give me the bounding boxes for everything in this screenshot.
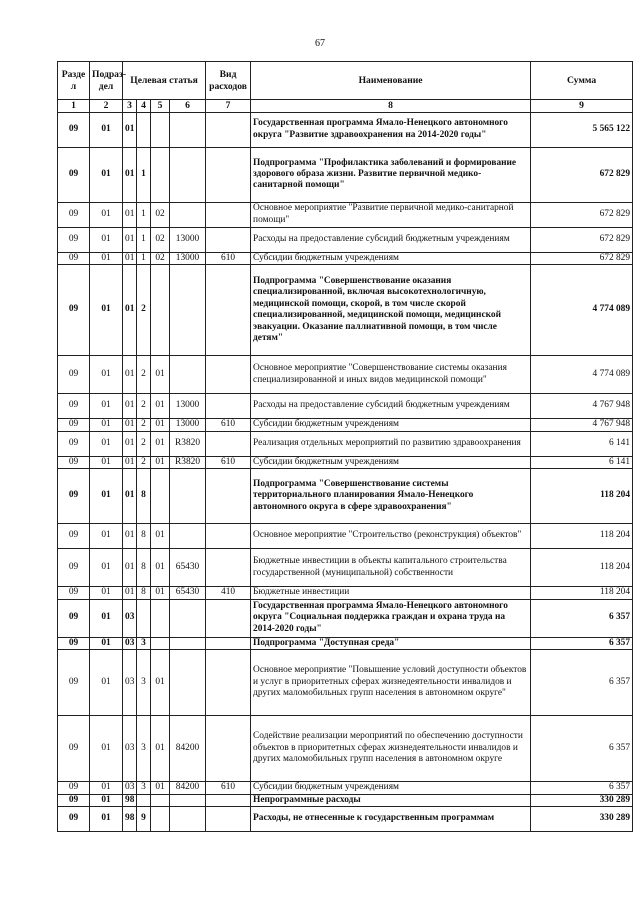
cell-podrazdel: 01 [90, 202, 123, 227]
header-tselevaya-statya: Целевая статья [123, 62, 206, 100]
cell-summa: 6 357 [531, 637, 633, 649]
cell-summa: 118 204 [531, 469, 633, 524]
cell-razdel: 09 [58, 419, 90, 431]
cell-tselevaya-1: 01 [123, 356, 137, 394]
table-row [58, 394, 633, 419]
cell-summa: 4 774 089 [531, 356, 633, 394]
cell-tselevaya-1: 01 [123, 252, 137, 264]
cell-razdel: 09 [58, 394, 90, 419]
cell-naimenovanie: Государственная программа Ямало-Ненецкого автономного округа "Социальная поддержка граждан и охрана труда на 2014-2020 годы" [251, 599, 531, 637]
cell-podrazdel: 01 [90, 252, 123, 264]
column-number: 2 [90, 100, 123, 113]
table-row [58, 431, 633, 456]
cell-podrazdel: 01 [90, 794, 123, 806]
table-row [58, 806, 633, 831]
cell-vid-raskhodov [206, 650, 251, 716]
cell-summa: 4 774 089 [531, 265, 633, 356]
cell-tselevaya-2: 8 [137, 587, 151, 599]
cell-tselevaya-2: 9 [137, 806, 151, 831]
cell-vid-raskhodov [206, 794, 251, 806]
cell-tselevaya-3: 02 [151, 227, 170, 252]
column-number-row [58, 100, 633, 113]
cell-tselevaya-3 [151, 147, 170, 202]
header-summa: Сумма [531, 62, 633, 100]
cell-tselevaya-3: 01 [151, 394, 170, 419]
column-number: 3 [123, 100, 137, 113]
cell-tselevaya-4 [170, 112, 206, 147]
cell-naimenovanie: Государственная программа Ямало-Ненецкого автономного округа "Развитие здравоохранения на 2014-2020 годы" [251, 112, 531, 147]
cell-razdel: 09 [58, 112, 90, 147]
cell-vid-raskhodov [206, 716, 251, 782]
column-number: 1 [58, 100, 90, 113]
cell-tselevaya-2: 3 [137, 650, 151, 716]
cell-naimenovanie: Субсидии бюджетным учреждениям [251, 252, 531, 264]
cell-tselevaya-4: 84200 [170, 716, 206, 782]
cell-tselevaya-3 [151, 469, 170, 524]
cell-summa: 672 829 [531, 202, 633, 227]
cell-tselevaya-2: 3 [137, 716, 151, 782]
cell-tselevaya-2 [137, 794, 151, 806]
cell-tselevaya-3: 01 [151, 524, 170, 549]
cell-tselevaya-2: 1 [137, 202, 151, 227]
cell-vid-raskhodov [206, 524, 251, 549]
cell-tselevaya-4: R3820 [170, 431, 206, 456]
cell-tselevaya-4 [170, 650, 206, 716]
cell-tselevaya-4: 13000 [170, 394, 206, 419]
column-number: 6 [170, 100, 206, 113]
cell-tselevaya-4 [170, 599, 206, 637]
table-row [58, 782, 633, 794]
cell-podrazdel: 01 [90, 265, 123, 356]
cell-tselevaya-2: 1 [137, 252, 151, 264]
table-row [58, 265, 633, 356]
cell-summa: 672 829 [531, 227, 633, 252]
cell-tselevaya-3: 02 [151, 252, 170, 264]
header-row [58, 62, 633, 100]
cell-naimenovanie: Содействие реализации мероприятий по обеспечению доступности объектов в приоритетных сферах жизнедеятельности инвалидов и других маломобильных групп населения в автономном округе [251, 716, 531, 782]
cell-razdel: 09 [58, 265, 90, 356]
table-row [58, 227, 633, 252]
cell-naimenovanie: Подпрограмма "Совершенствование оказания специализированной, включая высокотехнологичную, медицинской помощи, скорой, в том числе скорой специализированной, медицинской помощи, медицинской эвакуации. Оказание паллиативной помощи, в том числе детям" [251, 265, 531, 356]
header-naimenovanie: Наименование [251, 62, 531, 100]
cell-tselevaya-1: 01 [123, 394, 137, 419]
cell-tselevaya-4: 84200 [170, 782, 206, 794]
cell-naimenovanie: Расходы на предоставление субсидий бюджетным учреждениям [251, 394, 531, 419]
cell-tselevaya-4 [170, 524, 206, 549]
cell-tselevaya-1: 01 [123, 202, 137, 227]
cell-naimenovanie: Субсидии бюджетным учреждениям [251, 419, 531, 431]
cell-naimenovanie: Основное мероприятие "Строительство (реконструкция) объектов" [251, 524, 531, 549]
cell-tselevaya-4 [170, 147, 206, 202]
cell-tselevaya-3: 01 [151, 356, 170, 394]
cell-tselevaya-1: 03 [123, 716, 137, 782]
table-row [58, 147, 633, 202]
cell-tselevaya-1: 01 [123, 265, 137, 356]
table-row [58, 794, 633, 806]
cell-tselevaya-3 [151, 806, 170, 831]
cell-tselevaya-4 [170, 637, 206, 649]
cell-tselevaya-2: 1 [137, 147, 151, 202]
cell-podrazdel: 01 [90, 650, 123, 716]
cell-podrazdel: 01 [90, 394, 123, 419]
cell-podrazdel: 01 [90, 587, 123, 599]
cell-razdel: 09 [58, 637, 90, 649]
cell-podrazdel: 01 [90, 782, 123, 794]
cell-vid-raskhodov: 610 [206, 456, 251, 468]
cell-vid-raskhodov [206, 356, 251, 394]
cell-tselevaya-1: 01 [123, 112, 137, 147]
cell-tselevaya-4 [170, 469, 206, 524]
cell-tselevaya-4: 13000 [170, 227, 206, 252]
cell-tselevaya-3 [151, 112, 170, 147]
header-razdel: Разде л [58, 62, 90, 100]
cell-tselevaya-3: 01 [151, 549, 170, 587]
cell-tselevaya-3: 01 [151, 456, 170, 468]
cell-summa: 6 357 [531, 650, 633, 716]
cell-summa: 6 141 [531, 456, 633, 468]
page-number: 67 [315, 38, 325, 49]
cell-podrazdel: 01 [90, 549, 123, 587]
cell-naimenovanie: Основное мероприятие "Совершенствование системы оказания специализированной и иных видов медицинской помощи" [251, 356, 531, 394]
cell-tselevaya-2: 2 [137, 356, 151, 394]
cell-naimenovanie: Подпрограмма "Доступная среда" [251, 637, 531, 649]
cell-podrazdel: 01 [90, 431, 123, 456]
cell-vid-raskhodov: 410 [206, 587, 251, 599]
cell-summa: 118 204 [531, 549, 633, 587]
cell-razdel: 09 [58, 431, 90, 456]
cell-summa: 672 829 [531, 252, 633, 264]
cell-tselevaya-4 [170, 265, 206, 356]
cell-naimenovanie: Субсидии бюджетным учреждениям [251, 456, 531, 468]
cell-vid-raskhodov [206, 112, 251, 147]
cell-vid-raskhodov [206, 227, 251, 252]
cell-razdel: 09 [58, 147, 90, 202]
cell-podrazdel: 01 [90, 147, 123, 202]
cell-vid-raskhodov [206, 469, 251, 524]
cell-summa: 118 204 [531, 524, 633, 549]
cell-tselevaya-1: 01 [123, 419, 137, 431]
cell-tselevaya-3 [151, 599, 170, 637]
cell-tselevaya-1: 01 [123, 147, 137, 202]
cell-summa: 330 289 [531, 806, 633, 831]
cell-tselevaya-2: 8 [137, 469, 151, 524]
cell-tselevaya-3: 02 [151, 202, 170, 227]
cell-summa: 672 829 [531, 147, 633, 202]
cell-razdel: 09 [58, 794, 90, 806]
cell-naimenovanie: Непрограммные расходы [251, 794, 531, 806]
cell-podrazdel: 01 [90, 419, 123, 431]
cell-razdel: 09 [58, 227, 90, 252]
cell-tselevaya-4 [170, 356, 206, 394]
cell-vid-raskhodov [206, 806, 251, 831]
table-row [58, 469, 633, 524]
cell-podrazdel: 01 [90, 112, 123, 147]
cell-tselevaya-1: 01 [123, 524, 137, 549]
cell-vid-raskhodov [206, 637, 251, 649]
cell-podrazdel: 01 [90, 716, 123, 782]
cell-tselevaya-2: 8 [137, 549, 151, 587]
column-number: 5 [151, 100, 170, 113]
cell-tselevaya-3: 01 [151, 716, 170, 782]
cell-razdel: 09 [58, 252, 90, 264]
cell-vid-raskhodov: 610 [206, 419, 251, 431]
cell-tselevaya-3 [151, 637, 170, 649]
table-row [58, 202, 633, 227]
cell-tselevaya-3 [151, 265, 170, 356]
cell-tselevaya-1: 01 [123, 431, 137, 456]
cell-naimenovanie: Бюджетные инвестиции [251, 587, 531, 599]
cell-razdel: 09 [58, 782, 90, 794]
cell-summa: 6 357 [531, 716, 633, 782]
cell-vid-raskhodov [206, 265, 251, 356]
cell-tselevaya-4: 13000 [170, 252, 206, 264]
table-row [58, 356, 633, 394]
cell-vid-raskhodov [206, 147, 251, 202]
cell-summa: 4 767 948 [531, 394, 633, 419]
budget-table [57, 61, 633, 832]
cell-vid-raskhodov: 610 [206, 782, 251, 794]
cell-razdel: 09 [58, 524, 90, 549]
table-row [58, 587, 633, 599]
cell-tselevaya-3 [151, 794, 170, 806]
cell-tselevaya-3: 01 [151, 782, 170, 794]
cell-naimenovanie: Основное мероприятие "Развитие первичной медико-санитарной помощи" [251, 202, 531, 227]
cell-naimenovanie: Субсидии бюджетным учреждениям [251, 782, 531, 794]
cell-summa: 5 565 122 [531, 112, 633, 147]
cell-tselevaya-1: 01 [123, 549, 137, 587]
cell-podrazdel: 01 [90, 469, 123, 524]
cell-razdel: 09 [58, 202, 90, 227]
cell-razdel: 09 [58, 650, 90, 716]
cell-tselevaya-4 [170, 806, 206, 831]
cell-tselevaya-4: 65430 [170, 587, 206, 599]
cell-podrazdel: 01 [90, 456, 123, 468]
cell-naimenovanie: Бюджетные инвестиции в объекты капитального строительства государственной (муниципальной) собственности [251, 549, 531, 587]
cell-razdel: 09 [58, 599, 90, 637]
column-number: 9 [531, 100, 633, 113]
cell-tselevaya-2: 2 [137, 456, 151, 468]
table-row [58, 252, 633, 264]
cell-naimenovanie: Расходы, не отнесенные к государственным программам [251, 806, 531, 831]
cell-naimenovanie: Основное мероприятие "Повышение условий доступности объектов и услуг в приоритетных сферах жизнедеятельности инвалидов и других маломобильных групп населения в автономном округе" [251, 650, 531, 716]
cell-razdel: 09 [58, 549, 90, 587]
cell-summa: 6 141 [531, 431, 633, 456]
cell-tselevaya-1: 03 [123, 637, 137, 649]
cell-tselevaya-2: 3 [137, 637, 151, 649]
cell-razdel: 09 [58, 456, 90, 468]
cell-naimenovanie: Подпрограмма "Совершенствование системы территориального планирования Ямало-Ненецкого автономного округа в сфере здравоохранения" [251, 469, 531, 524]
cell-summa: 4 767 948 [531, 419, 633, 431]
cell-tselevaya-2: 1 [137, 227, 151, 252]
cell-tselevaya-1: 01 [123, 469, 137, 524]
column-number: 4 [137, 100, 151, 113]
cell-naimenovanie: Расходы на предоставление субсидий бюджетным учреждениям [251, 227, 531, 252]
cell-tselevaya-4 [170, 794, 206, 806]
cell-tselevaya-1: 01 [123, 227, 137, 252]
table-row [58, 637, 633, 649]
cell-podrazdel: 01 [90, 524, 123, 549]
cell-tselevaya-1: 01 [123, 456, 137, 468]
cell-tselevaya-1: 03 [123, 599, 137, 637]
table-row [58, 524, 633, 549]
header-podrazdel: Подраз- дел [90, 62, 123, 100]
cell-naimenovanie: Подпрограмма "Профилактика заболеваний и формирование здорового образа жизни. Развитие первичной медико-санитарной помощи" [251, 147, 531, 202]
table-row [58, 650, 633, 716]
cell-razdel: 09 [58, 356, 90, 394]
table-body [58, 112, 633, 831]
cell-tselevaya-3: 01 [151, 587, 170, 599]
cell-tselevaya-1: 98 [123, 794, 137, 806]
cell-tselevaya-4: 65430 [170, 549, 206, 587]
table-row [58, 716, 633, 782]
cell-tselevaya-2 [137, 599, 151, 637]
cell-tselevaya-1: 03 [123, 782, 137, 794]
cell-vid-raskhodov [206, 202, 251, 227]
cell-tselevaya-3: 01 [151, 650, 170, 716]
cell-vid-raskhodov [206, 394, 251, 419]
cell-tselevaya-2: 2 [137, 419, 151, 431]
cell-summa: 6 357 [531, 782, 633, 794]
cell-tselevaya-2: 8 [137, 524, 151, 549]
cell-tselevaya-2: 2 [137, 394, 151, 419]
header-vid-raskhodov: Вид расходов [206, 62, 251, 100]
column-number: 7 [206, 100, 251, 113]
table-row [58, 456, 633, 468]
cell-razdel: 09 [58, 469, 90, 524]
table-row [58, 599, 633, 637]
cell-razdel: 09 [58, 716, 90, 782]
cell-podrazdel: 01 [90, 227, 123, 252]
table-row [58, 549, 633, 587]
cell-tselevaya-2: 2 [137, 431, 151, 456]
cell-tselevaya-4: R3820 [170, 456, 206, 468]
cell-tselevaya-1: 98 [123, 806, 137, 831]
cell-vid-raskhodov: 610 [206, 252, 251, 264]
cell-naimenovanie: Реализация отдельных мероприятий по развитию здравоохранения [251, 431, 531, 456]
cell-podrazdel: 01 [90, 637, 123, 649]
cell-razdel: 09 [58, 806, 90, 831]
cell-tselevaya-2: 2 [137, 265, 151, 356]
cell-tselevaya-1: 03 [123, 650, 137, 716]
cell-tselevaya-2 [137, 112, 151, 147]
cell-tselevaya-4 [170, 202, 206, 227]
cell-tselevaya-3: 01 [151, 419, 170, 431]
cell-vid-raskhodov [206, 549, 251, 587]
cell-vid-raskhodov [206, 431, 251, 456]
cell-summa: 6 357 [531, 599, 633, 637]
cell-podrazdel: 01 [90, 356, 123, 394]
cell-vid-raskhodov [206, 599, 251, 637]
cell-summa: 118 204 [531, 587, 633, 599]
column-number: 8 [251, 100, 531, 113]
table-row [58, 419, 633, 431]
cell-tselevaya-4: 13000 [170, 419, 206, 431]
table-row [58, 112, 633, 147]
cell-summa: 330 289 [531, 794, 633, 806]
cell-podrazdel: 01 [90, 599, 123, 637]
cell-tselevaya-2: 3 [137, 782, 151, 794]
cell-tselevaya-3: 01 [151, 431, 170, 456]
cell-podrazdel: 01 [90, 806, 123, 831]
cell-razdel: 09 [58, 587, 90, 599]
cell-tselevaya-1: 01 [123, 587, 137, 599]
